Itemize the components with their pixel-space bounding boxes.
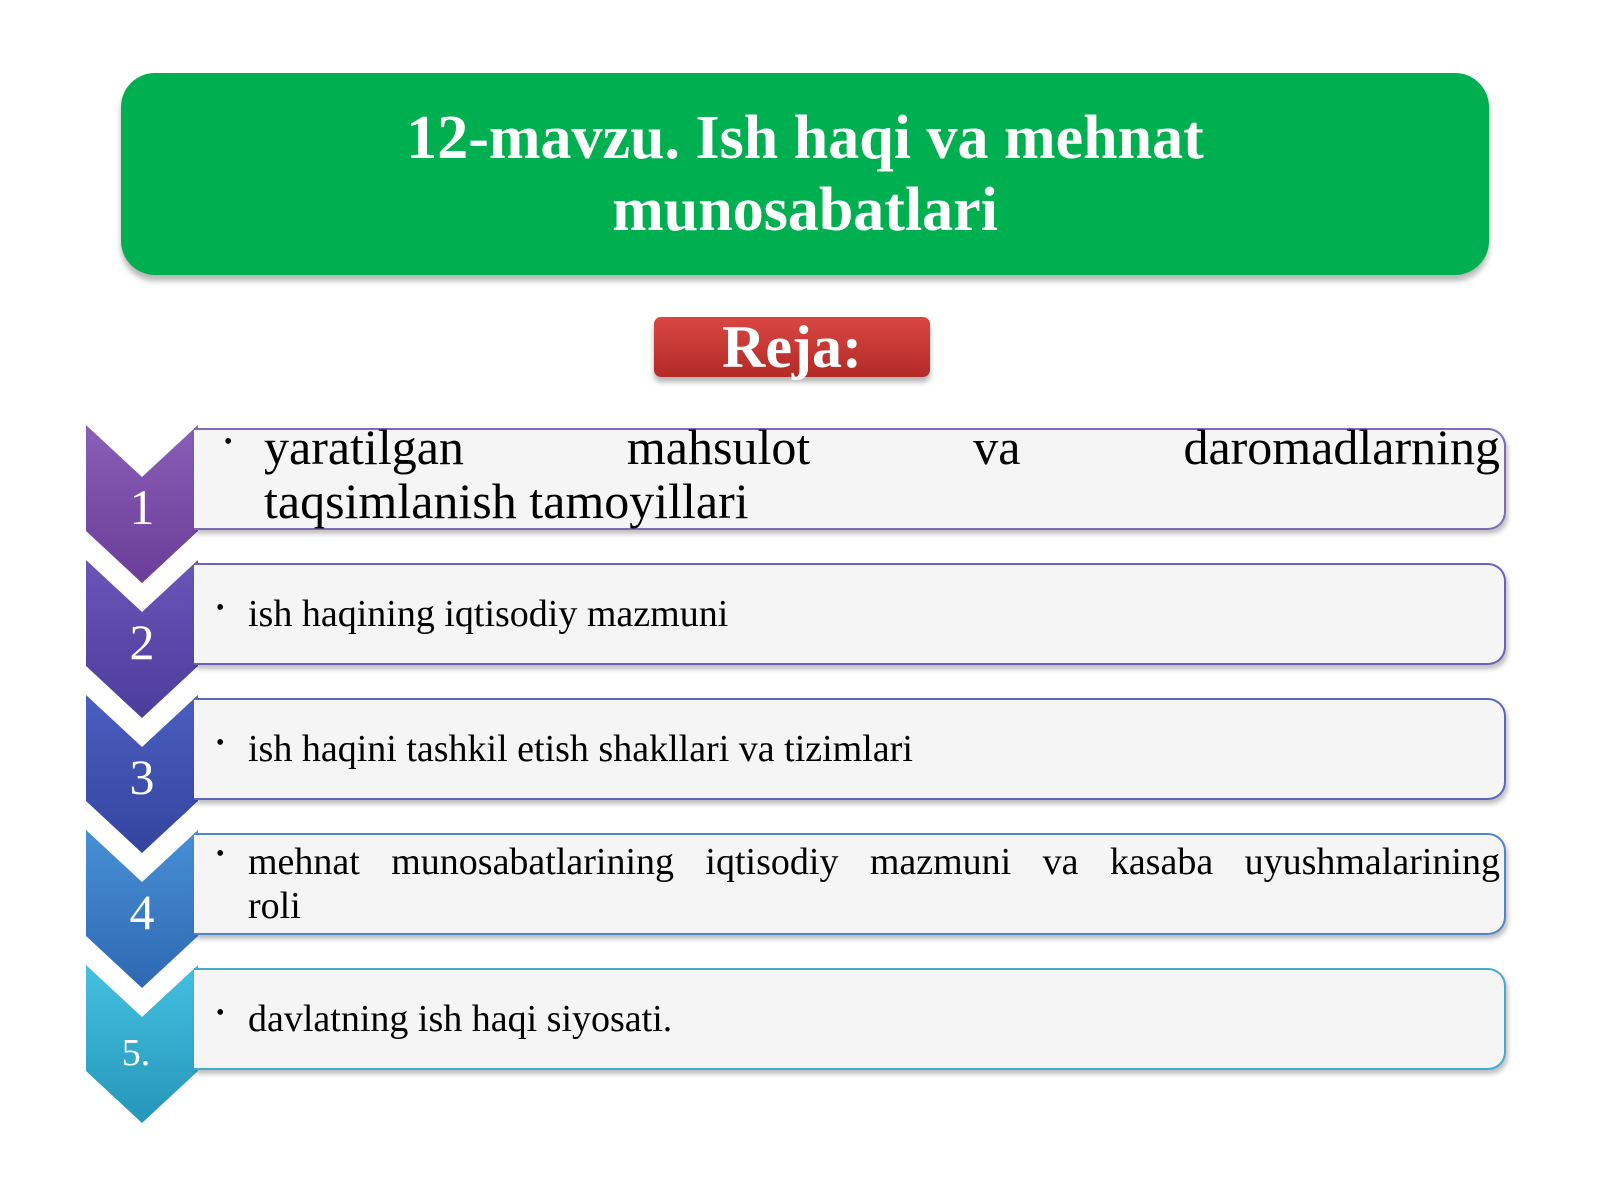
plan-item-2-text: ish haqining iqtisodiy mazmuni [248,593,729,635]
plan-label: Reja: [654,317,930,377]
item-1-word: yaratilgan [264,419,464,475]
slide-title-line-1: 12-mavzu. Ish haqi va mehnat [406,104,1204,172]
item-1-line-2: taqsimlanish tamoyillari [264,473,749,529]
bullet-5: • [216,1000,225,1026]
plan-item-3-text: ish haqini tashkil etish shakllari va tizimlari [248,728,913,770]
bullet-1: • [224,429,233,455]
item-4-word: uyushmalarining [1244,841,1500,883]
item-number-2: 2 [129,614,155,670]
item-1-word: va [973,419,1021,475]
plan-item-1-text [264,420,1500,528]
bullet-3: • [216,730,225,756]
plan-item-5-text: davlatning ish haqi siyosati. [248,998,673,1040]
bullet-4: • [216,841,225,867]
item-number-1: 1 [129,479,155,535]
slide-title-line-2: munosabatlari [612,176,998,244]
item-4-word: munosabatlarining [391,841,675,883]
item-number-3: 3 [129,749,155,805]
item-number-5: 5. [121,1032,151,1074]
plan-item-4-text [248,840,1500,928]
bullet-2: • [216,595,225,621]
slide-title-box [121,73,1489,275]
item-4-word: iqtisodiy [705,841,839,883]
item-4-word: va [1042,841,1079,883]
item-4-word: kasaba [1109,841,1214,883]
item-4-word: mehnat [248,841,360,883]
item-4-line-2: roli [248,885,301,927]
item-1-word: daromadlarning [1183,419,1500,475]
item-4-word: mazmuni [869,841,1012,883]
item-1-word: mahsulot [626,419,811,475]
item-number-4: 4 [129,884,155,940]
